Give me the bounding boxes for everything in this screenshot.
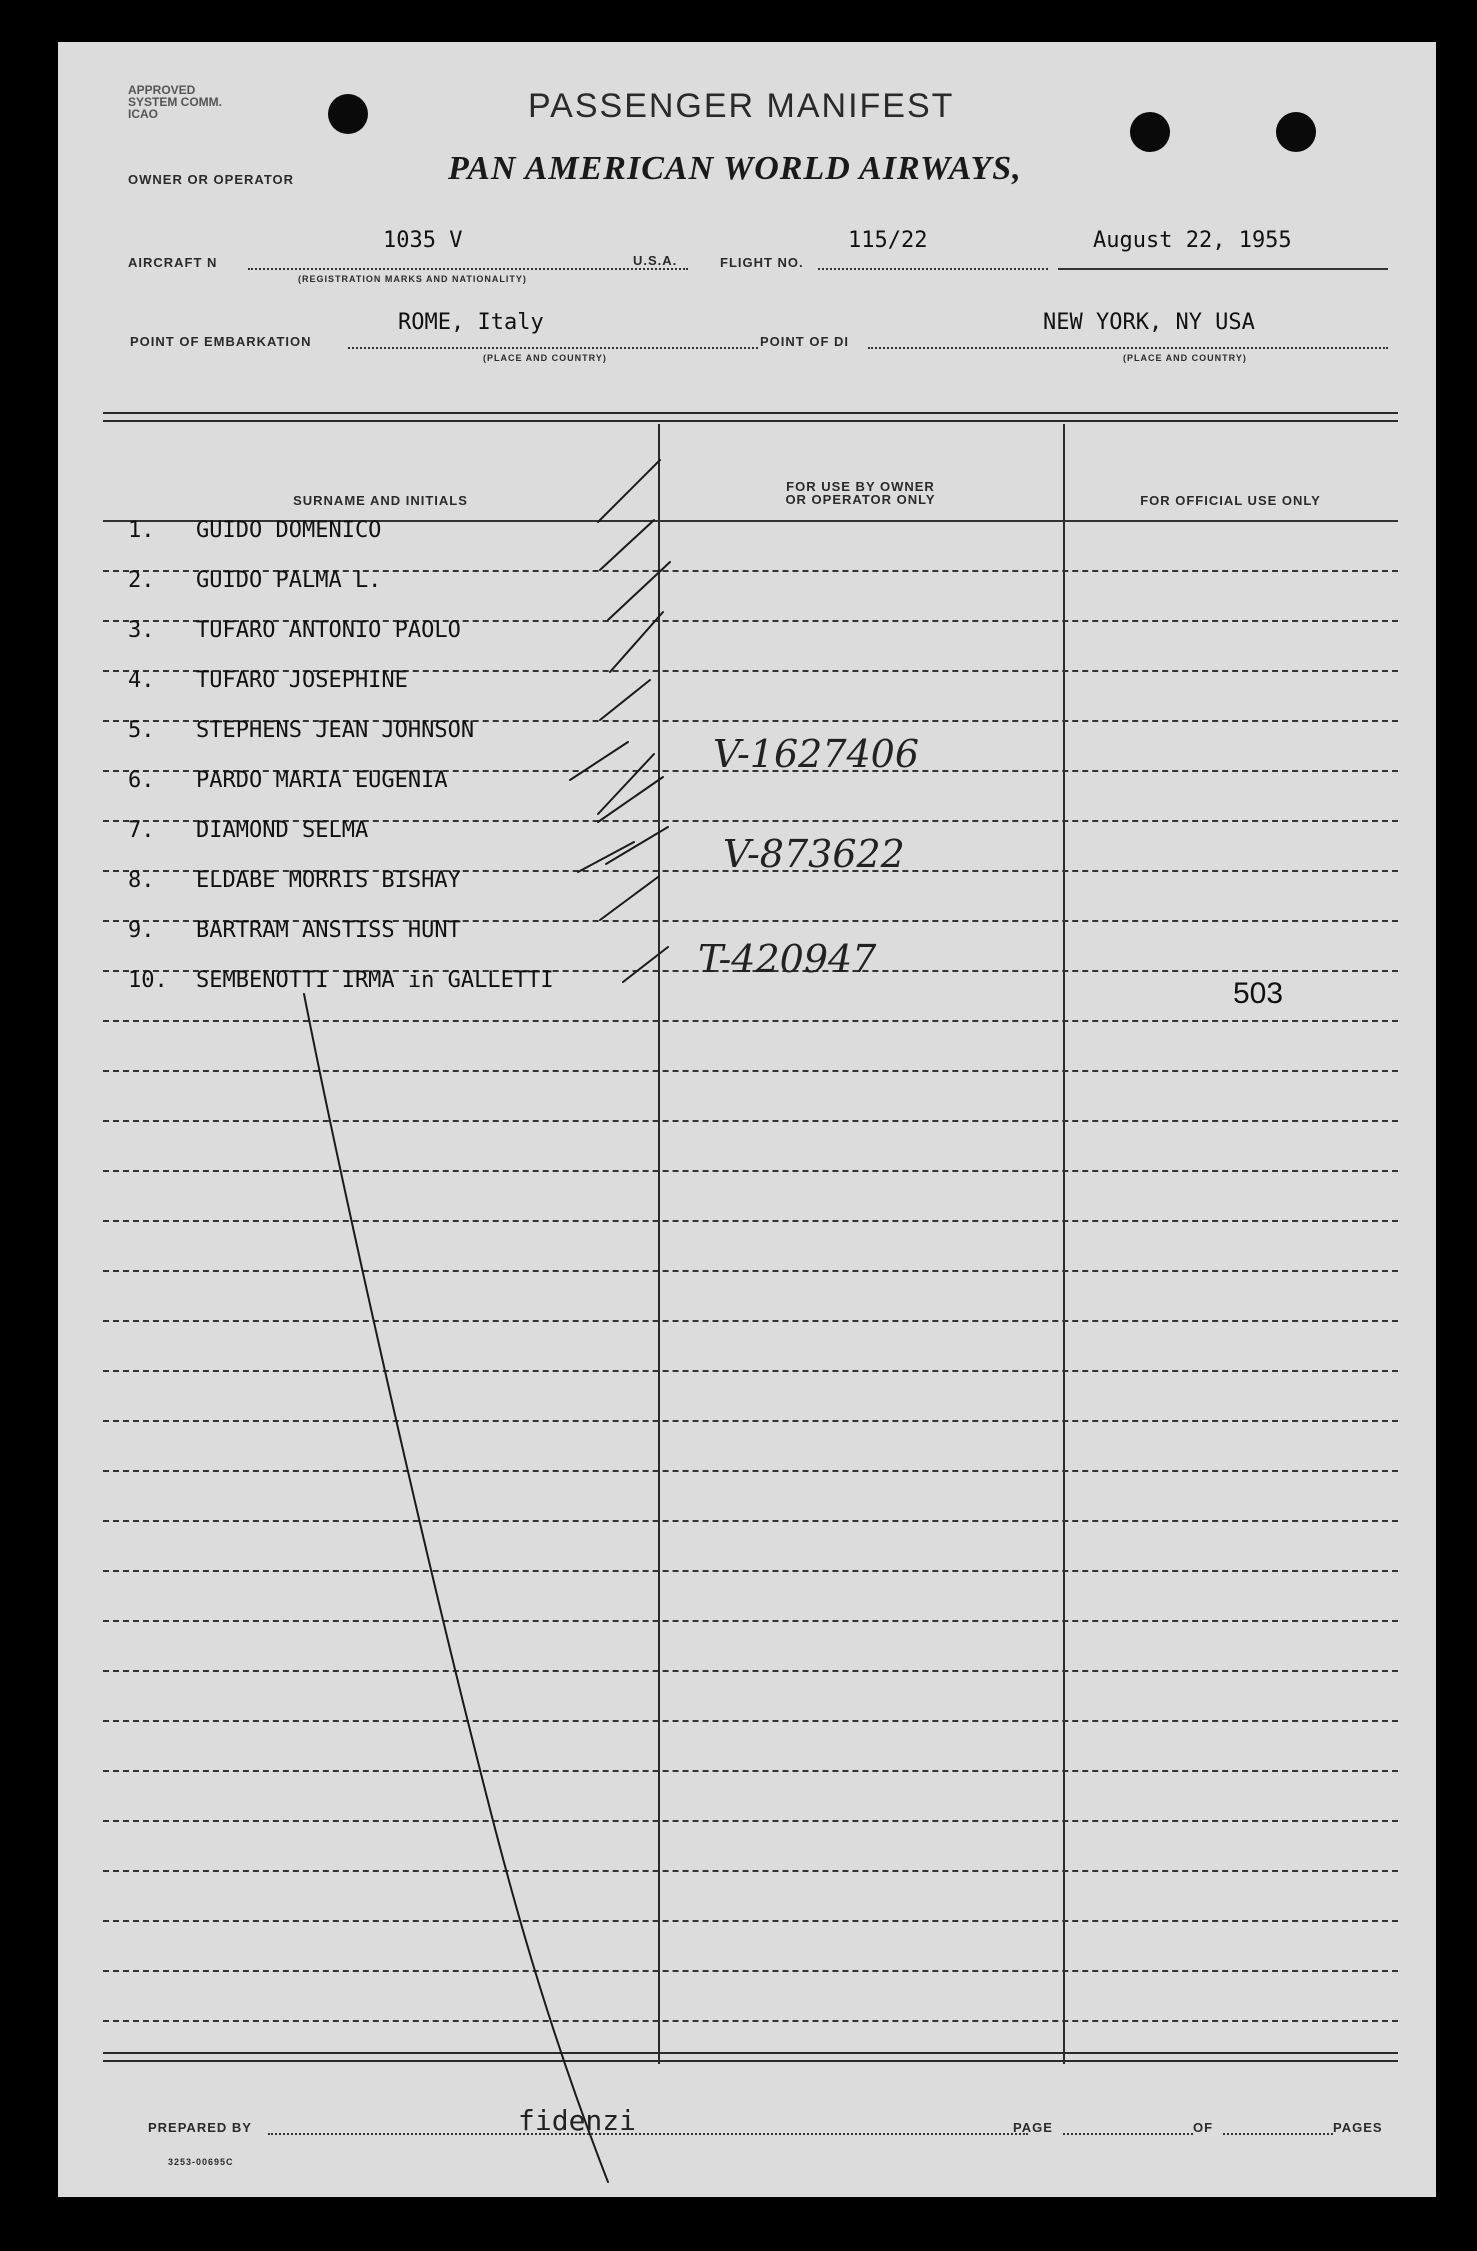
aircraft-value: 1035 V [383, 228, 463, 253]
passenger-name: DIAMOND SELMA [196, 817, 369, 843]
check-mark [598, 460, 660, 522]
check-mark [598, 777, 663, 822]
prepared-by-label: PREPARED BY [148, 2120, 252, 2135]
row-number: 6. [128, 767, 155, 793]
check-mark [623, 947, 668, 982]
col-header-owner-line2: OR OPERATOR ONLY [785, 492, 936, 507]
usa-label: U.S.A. [633, 253, 678, 268]
official-number: 503 [1233, 977, 1284, 1010]
row-number: 9. [128, 917, 155, 943]
owner-label: OWNER OR OPERATOR [128, 172, 295, 187]
airline-name: PAN AMERICAN WORLD AIRWAYS, [448, 150, 1022, 187]
flight-date: August 22, 1955 [1093, 228, 1292, 253]
disembarkation-caption: (PLACE AND COUNTRY) [1123, 353, 1247, 363]
embarkation-value: ROME, Italy [398, 310, 544, 335]
passenger-name: TUFARO ANTONIO PAOLO [196, 617, 461, 643]
page-title: PASSENGER MANIFEST [528, 87, 955, 125]
approval-line-1: APPROVED [128, 83, 196, 97]
row-number: 7. [128, 817, 155, 843]
row-number: 2. [128, 567, 155, 593]
manifest-sheet [58, 42, 1436, 2197]
passenger-name: GUIDO DOMENICO [196, 517, 382, 543]
of-fill-line [1223, 2133, 1333, 2135]
check-mark [598, 754, 654, 814]
pages-label: PAGES [1333, 2120, 1383, 2135]
passenger-name: TUFARO JOSEPHINE [196, 667, 408, 693]
registration-caption: (REGISTRATION MARKS AND NATIONALITY) [298, 274, 527, 284]
col-header-official: FOR OFFICIAL USE ONLY [1140, 493, 1321, 508]
prepared-fill-line [268, 2133, 1028, 2135]
passenger-name: ELDABE MORRIS BISHAY [196, 867, 461, 893]
check-mark [608, 562, 670, 620]
prepared-by-signature: fidenzi [518, 2104, 637, 2137]
page-fill-line [1063, 2133, 1193, 2135]
check-mark [600, 877, 658, 920]
col-header-owner-line1: FOR USE BY OWNER [786, 479, 935, 494]
check-mark [606, 827, 668, 864]
row-number: 5. [128, 717, 155, 743]
embarkation-label: POINT OF EMBARKATION [130, 334, 312, 349]
strike-line [304, 994, 608, 2182]
check-mark [578, 842, 634, 872]
row-number: 8. [128, 867, 155, 893]
approval-line-2: SYSTEM COMM. [128, 95, 223, 109]
passenger-note-6: V-1627406 [713, 732, 920, 776]
approval-line-3: ICAO [128, 107, 158, 121]
passenger-note-10: T-420947 [698, 937, 877, 981]
page-label: PAGE [1013, 2120, 1053, 2135]
row-number: 3. [128, 617, 155, 643]
disembarkation-value: NEW YORK, NY USA [1043, 310, 1255, 335]
check-mark [570, 742, 628, 780]
of-label: OF [1193, 2120, 1214, 2135]
passenger-name: SEMBENOTTI IRMA in GALLETTI [196, 967, 554, 993]
col-header-surname: SURNAME AND INITIALS [293, 493, 468, 508]
row-number: 10. [128, 967, 168, 993]
embarkation-caption: (PLACE AND COUNTRY) [483, 353, 607, 363]
flight-no-value: 115/22 [848, 228, 928, 253]
passenger-name: BARTRAM ANSTISS HUNT [196, 917, 461, 943]
row-number: 4. [128, 667, 155, 693]
passenger-name: GUIDO PALMA L. [196, 567, 382, 593]
aircraft-label: AIRCRAFT N [128, 255, 218, 270]
form-code: 3253-00695C [168, 2157, 234, 2167]
row-number: 1. [128, 517, 155, 543]
flight-no-label: FLIGHT NO. [720, 255, 804, 270]
disembarkation-label: POINT OF DI [760, 334, 849, 349]
check-mark [610, 612, 663, 672]
pen-marks [58, 42, 1436, 2197]
passenger-note-8: V-873622 [723, 832, 905, 876]
check-mark [600, 520, 654, 570]
passenger-name: PARDO MARIA EUGENIA [196, 767, 448, 793]
check-mark [600, 680, 650, 720]
passenger-name: STEPHENS JEAN JOHNSON [196, 717, 475, 743]
